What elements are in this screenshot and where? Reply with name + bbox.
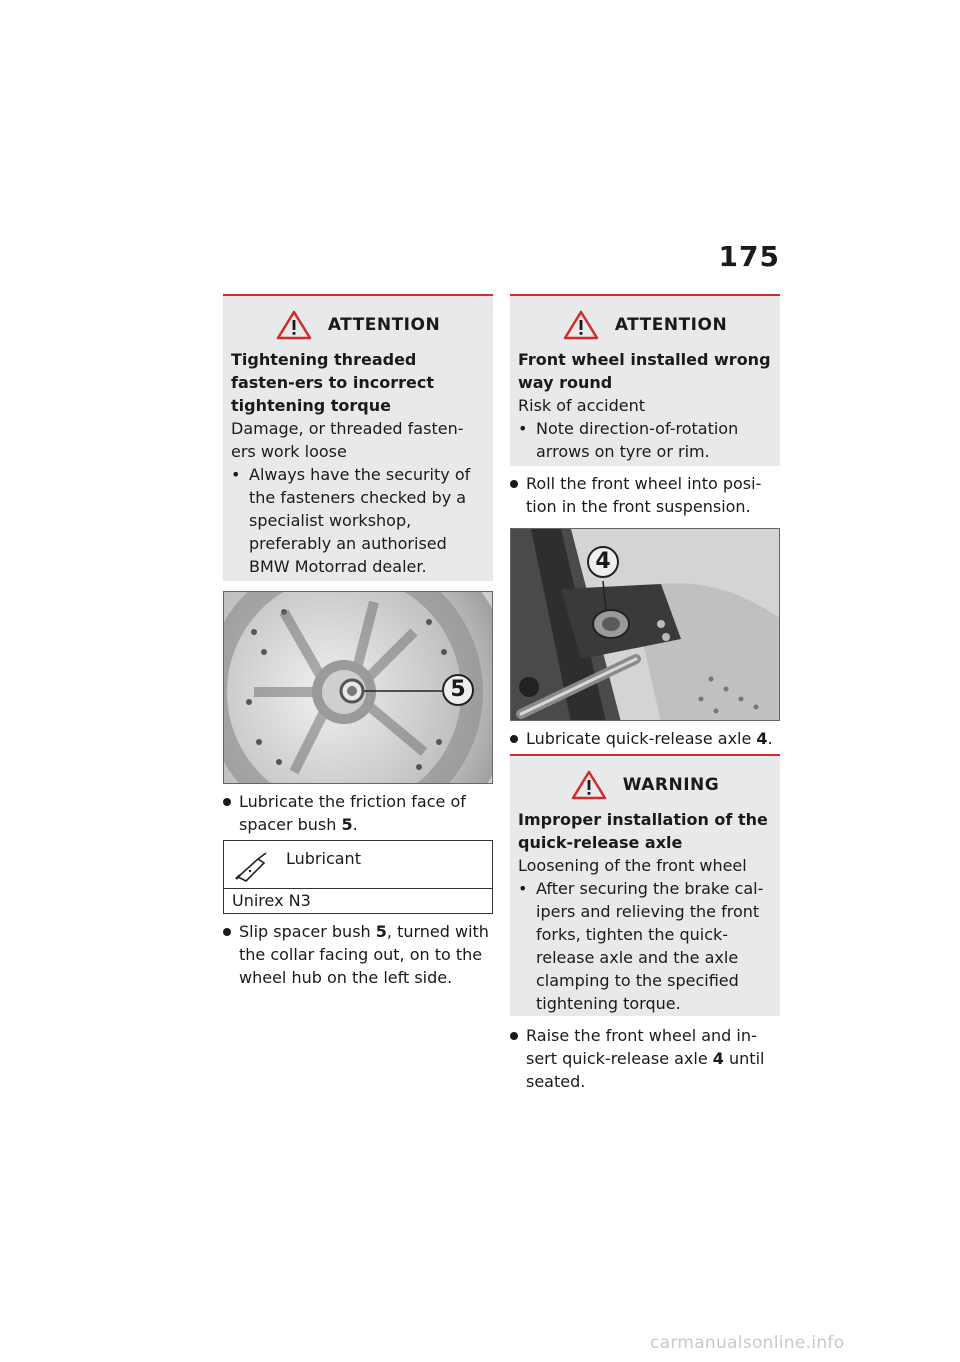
instruction-step [223, 920, 493, 989]
warning-notice [510, 754, 780, 1016]
notice-instructions [518, 877, 772, 1015]
notice-title: ATTENTION [614, 315, 728, 335]
warning-triangle-icon [563, 310, 599, 340]
notice-instruction: • Always have the security of the fasteners checked by a specialist workshop, preferably an authorised BMW Motorrad dealer. [231, 463, 485, 578]
lubricant-table [223, 840, 493, 914]
quick-release-axle-figure [510, 528, 780, 721]
step-ref: 5 [375, 922, 387, 941]
bullet-dot [223, 798, 231, 806]
left-column [223, 294, 493, 993]
step-ref: 5 [341, 815, 353, 834]
notice-consequence: Loosening of the front wheel [518, 856, 747, 875]
step-text: Raise the front wheel and in-sert quick-release axle [526, 1026, 757, 1068]
notice-instructions [518, 417, 772, 463]
notice-consequence: Risk of accident [518, 396, 646, 415]
notice-hazard: Front wheel installed wrong way round [518, 350, 771, 392]
front-fork-illustration [511, 529, 780, 721]
notice-instructions [231, 463, 485, 578]
notice-hazard: Improper installation of the quick-release axle [518, 810, 768, 852]
notice-title: WARNING [622, 775, 720, 795]
site-watermark: carmanualsonline.info [650, 1333, 845, 1353]
step-ref: 4 [712, 1049, 724, 1068]
step-end: . [767, 729, 773, 748]
step-end: . [352, 815, 358, 834]
warning-triangle-icon [276, 310, 312, 340]
step-ref: 4 [756, 729, 768, 748]
notice-header [518, 310, 772, 340]
bullet-dot [510, 1032, 518, 1040]
notice-header [518, 770, 772, 800]
instruction-step [223, 790, 493, 836]
notice-instruction: • After securing the brake cal-ipers and relieving the front forks, tighten the quick-release axle and the axle clamping to the specified tightening torque. [518, 877, 772, 1015]
figure-callout: 4 [587, 546, 619, 578]
bullet-dot [223, 928, 231, 936]
attention-notice [510, 294, 780, 466]
bullet-dot [510, 735, 518, 743]
lubricant-label: Lubricant [286, 849, 361, 868]
notice-header [231, 310, 485, 340]
attention-notice [223, 294, 493, 581]
instruction-step [510, 472, 780, 518]
instruction-step [510, 727, 780, 750]
bullet-dot [510, 480, 518, 488]
warning-triangle-icon [571, 770, 607, 800]
lubricant-value: Unirex N3 [232, 891, 311, 910]
step-text: Lubricate the friction face of spacer bush [239, 792, 466, 834]
notice-title: ATTENTION [327, 315, 441, 335]
figure-callout: 5 [442, 674, 474, 706]
spacer-bush-figure [223, 591, 493, 784]
notice-consequence: Damage, or threaded fasten-ers work loose [231, 419, 464, 461]
grease-gun-icon [232, 851, 272, 883]
instruction-step [510, 1024, 780, 1093]
notice-instruction: • Note direction-of-rotation arrows on tyre or rim. [518, 417, 772, 463]
step-text: Slip spacer bush [239, 922, 376, 941]
step-text: Lubricate quick-release axle [526, 729, 757, 748]
right-column [510, 294, 780, 1097]
page-number: 175 [718, 240, 780, 273]
notice-hazard: Tightening threaded fasten-ers to incorrect tightening torque [231, 350, 434, 415]
step-end: , turned with the collar facing out, on to the wheel hub on the left side. [239, 922, 489, 987]
lubricant-header [224, 841, 492, 889]
step-end: until seated. [526, 1049, 765, 1091]
step-text: Roll the front wheel into posi-tion in the front suspension. [526, 474, 762, 516]
